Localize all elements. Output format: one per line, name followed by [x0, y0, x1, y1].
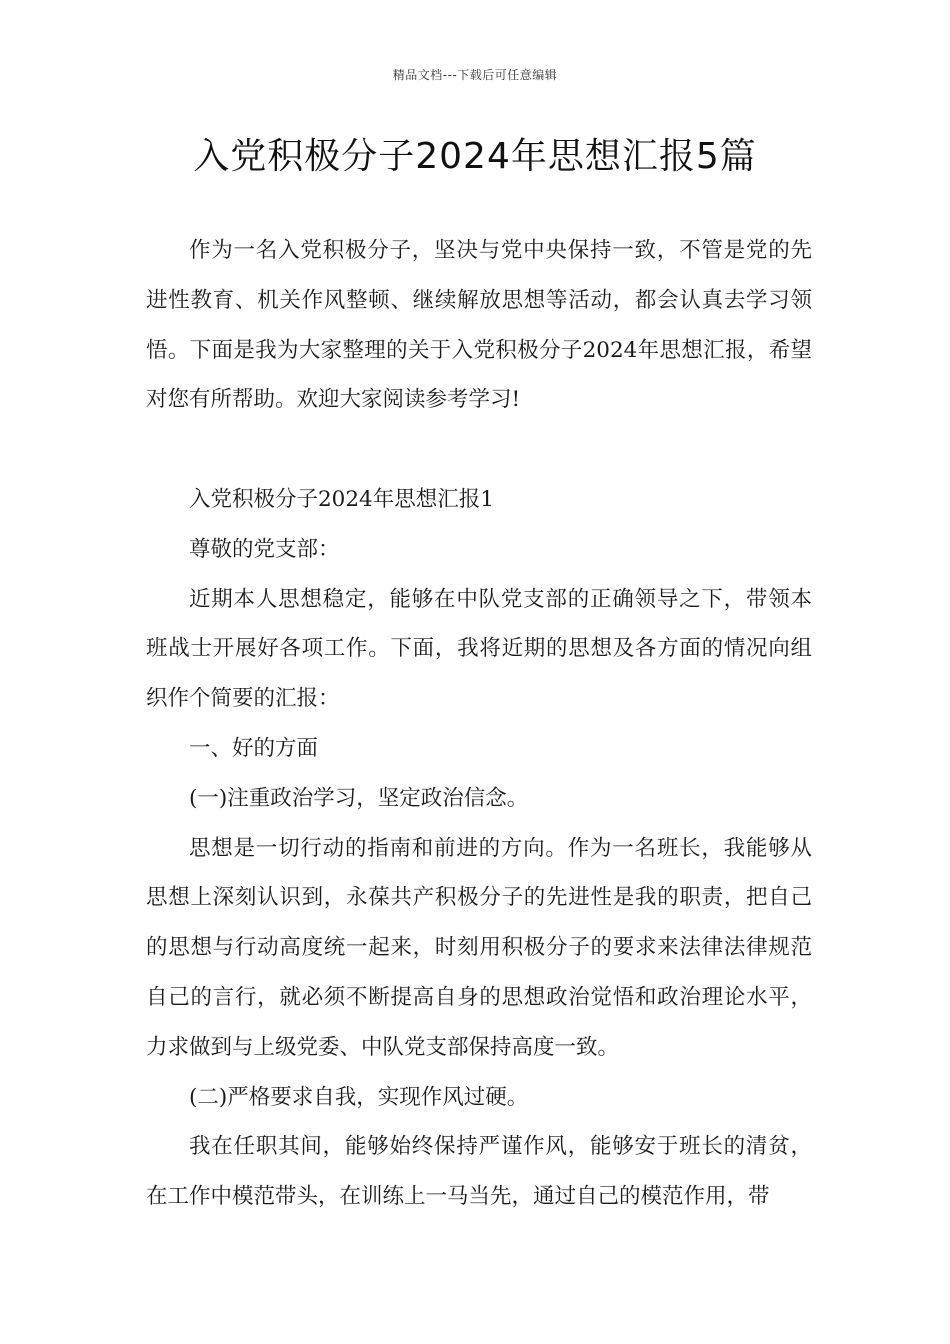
salutation: 尊敬的党支部： [189, 536, 340, 562]
document-title: 入党积极分子2024年思想汇报5篇 [193, 136, 757, 177]
section-heading: 入党积极分子2024年思想汇报1 [189, 486, 494, 512]
page-header-note: 精品文档---下载后可任意编辑 [392, 68, 558, 82]
body-paragraph: 我在任职其间，能够始终保持严谨作风，能够安于班长的清贫，在工作中模范带头，在训练上一马当先，通过自己的模范作用，带 [146, 1134, 812, 1210]
subheading: 一、好的方面 [189, 735, 319, 761]
subheading: (一)注重政治学习，坚定政治信念。 [189, 785, 529, 811]
body-paragraph: 思想是一切行动的指南和前进的方向。作为一名班长，我能够从思想上深刻认识到，永葆共产积极分子的先进性是我的职责，把自己的思想与行动高度统一起来，时刻用积极分子的要求来法律法律规范自己的言行，就必须不断提高自身的思想政治觉悟和政治理论水平，力求做到与上级党委、中队党支部保持高度一致。 [146, 835, 812, 1060]
subheading: (二)严格要求自我，实现作风过硬。 [189, 1084, 529, 1110]
intro-paragraph: 作为一名入党积极分子，坚决与党中央保持一致，不管是党的先进性教育、机关作风整顿、继续解放思想等活动，都会认真去学习领悟。下面是我为大家整理的关于入党积极分子2024年思想汇报，希望对您有所帮助。欢迎大家阅读参考学习! [146, 238, 812, 413]
body-paragraph: 近期本人思想稳定，能够在中队党支部的正确领导之下，带领本班战士开展好各项工作。下面，我将近期的思想及各方面的情况向组织作个简要的汇报： [146, 586, 812, 712]
document-body [146, 226, 812, 1222]
